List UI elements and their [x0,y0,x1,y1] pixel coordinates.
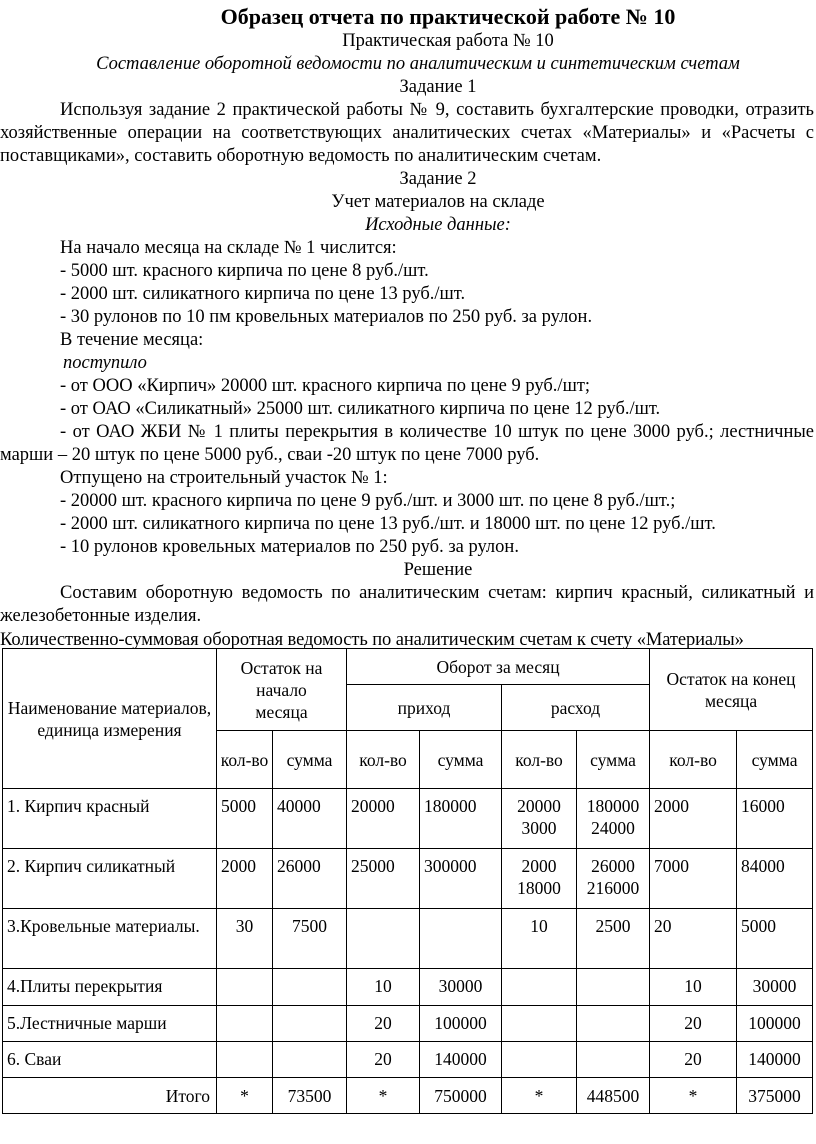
turnover-table [2,648,813,1114]
table-cell: 7500 [273,909,347,969]
task1-text: Используя задание 2 практической работы № 9, составить бухгалтерские проводки, отразить хозяйственные операции на соответствующих аналитических счетах «Материалы» и «Расчеты с поставщиками», составить оборотную ведомость по аналитическим счетам. [0,100,814,166]
table-cell: 20 [347,1006,420,1042]
table-cell [347,909,420,969]
total-cell: 750000 [420,1078,502,1114]
table-cell: 100000 [420,1006,502,1042]
work-number: Практическая работа № 10 [342,31,554,51]
table-cell: 20 [347,1042,420,1078]
table-cell: 5000 [737,909,813,969]
table-cell: 180000 [420,789,502,849]
text-line: - от ООО «Кирпич» 20000 шт. красного кирпича по цене 9 руб./шт; [60,376,591,396]
header-opening: Остаток на начало месяца [217,649,347,731]
table-row [3,789,813,849]
text-line: - от ОАО «Силикатный» 25000 шт. силикатного кирпича по цене 12 руб./шт. [60,399,661,419]
text-line: - 2000 шт. силикатного кирпича по цене 13 руб./шт. и 18000 шт. по цене 12 руб./шт. [60,514,716,534]
solution-text: Составим оборотную ведомость по аналитическим счетам: кирпич красный, силикатный и железобетонные изделия. [0,583,814,626]
total-label: Итого [3,1078,217,1114]
header-income: приход [347,685,502,731]
total-cell: * [217,1078,273,1114]
header-sum: сумма [273,731,347,789]
table-cell: 300000 [420,849,502,909]
table-cell: 30000 [737,969,813,1006]
table-cell: 100000 [737,1006,813,1042]
row-name-cell: 6. Сваи [3,1042,217,1078]
table-cell: 30000 [420,969,502,1006]
total-cell: * [650,1078,737,1114]
table-caption: Количественно-суммовая оборотная ведомость по аналитическим счетам к счету «Материалы» [0,630,744,650]
table-cell [502,969,577,1006]
document-page [0,4,816,652]
table-cell: 20 [650,1006,737,1042]
text-line: В течение месяца: [60,330,204,350]
table-cell: 26000 [273,849,347,909]
table-cell [273,1006,347,1042]
table-cell: 30 [217,909,273,969]
table-cell: 2500 [577,909,650,969]
received-label: поступило [63,353,147,373]
table-cell: 20 [650,1042,737,1078]
table-cell: 2000 [650,789,737,849]
table-cell: 20000 [347,789,420,849]
text-line: Отпущено на строительный участок № 1: [60,468,388,488]
table-total-row [3,1078,813,1114]
table-row [3,1042,813,1078]
table-cell: 180000 24000 [577,789,650,849]
table-cell: 7000 [650,849,737,909]
table-cell: 20000 3000 [502,789,577,849]
solution-heading: Решение [403,560,473,580]
row-name-cell: 4.Плиты перекрытия [3,969,217,1006]
table-cell: 10 [347,969,420,1006]
header-turnover: Оборот за месяц [347,649,650,685]
table-cell [420,909,502,969]
text-line: - 20000 шт. красного кирпича по цене 9 руб./шт. и 3000 шт. по цене 8 руб./шт.; [60,491,676,511]
table-cell [217,969,273,1006]
table-row [3,969,813,1006]
table-cell [502,1006,577,1042]
table-cell: 5000 [217,789,273,849]
table-cell: 140000 [737,1042,813,1078]
total-cell: * [347,1078,420,1114]
table-cell [577,1006,650,1042]
header-qty: кол-во [217,731,273,789]
table-cell: 10 [650,969,737,1006]
table-cell: 140000 [420,1042,502,1078]
text-line: На начало месяца на складе № 1 числится: [60,238,397,258]
table-cell: 2000 [217,849,273,909]
header-sum: сумма [737,731,813,789]
table-cell: 25000 [347,849,420,909]
header-sum: сумма [420,731,502,789]
table-cell [273,969,347,1006]
task2-heading: Задание 2 [399,169,477,189]
table-cell: 20 [650,909,737,969]
total-cell: 448500 [577,1078,650,1114]
header-qty: кол-во [502,731,577,789]
header-qty: кол-во [650,731,737,789]
text-line: - 10 рулонов кровельных материалов по 250 руб. за рулон. [60,537,519,557]
document-title: Образец отчета по практической работе № 10 [220,4,676,29]
table-cell: 40000 [273,789,347,849]
table-cell [273,1042,347,1078]
table-cell: 10 [502,909,577,969]
text-line: - 2000 шт. силикатного кирпича по цене 13 руб./шт. [60,284,466,304]
header-expense: расход [502,685,650,731]
row-name-cell: 1. Кирпич красный [3,789,217,849]
table-cell [217,1006,273,1042]
header-closing: Остаток на конец месяца [650,649,813,731]
table-row [3,1006,813,1042]
total-cell: 375000 [737,1078,813,1114]
table-cell [217,1042,273,1078]
source-data-label: Исходные данные: [365,215,511,235]
work-topic: Составление оборотной ведомости по аналитическим и синтетическим счетам [96,54,740,74]
header-sum: сумма [577,731,650,789]
table-row [3,849,813,909]
table-cell: 16000 [737,789,813,849]
table-body [3,789,813,1078]
row-name-cell: 5.Лестничные марши [3,1006,217,1042]
table-row [3,909,813,969]
table-cell [577,1042,650,1078]
table-cell: 2000 18000 [502,849,577,909]
task1-heading: Задание 1 [399,77,477,97]
table-cell [577,969,650,1006]
header-qty: кол-во [347,731,420,789]
table-cell [502,1042,577,1078]
table-cell: 84000 [737,849,813,909]
text-line: - 30 рулонов по 10 пм кровельных материалов по 250 руб. за рулон. [60,307,593,327]
task2-subheading: Учет материалов на складе [331,192,545,212]
table-cell: 26000 216000 [577,849,650,909]
header-name: Наименование материалов, единица измерения [3,649,217,789]
total-cell: * [502,1078,577,1114]
text-line: - от ОАО ЖБИ № 1 плиты перекрытия в количестве 10 штук по цене 3000 руб.; лестничные марши – 20 штук по цене 5000 руб., сваи -20 штук по цене 7000 руб. [0,422,814,465]
row-name-cell: 3.Кровельные материалы. [3,909,217,969]
total-cell: 73500 [273,1078,347,1114]
row-name-cell: 2. Кирпич силикатный [3,849,217,909]
text-line: - 5000 шт. красного кирпича по цене 8 руб./шт. [60,261,429,281]
